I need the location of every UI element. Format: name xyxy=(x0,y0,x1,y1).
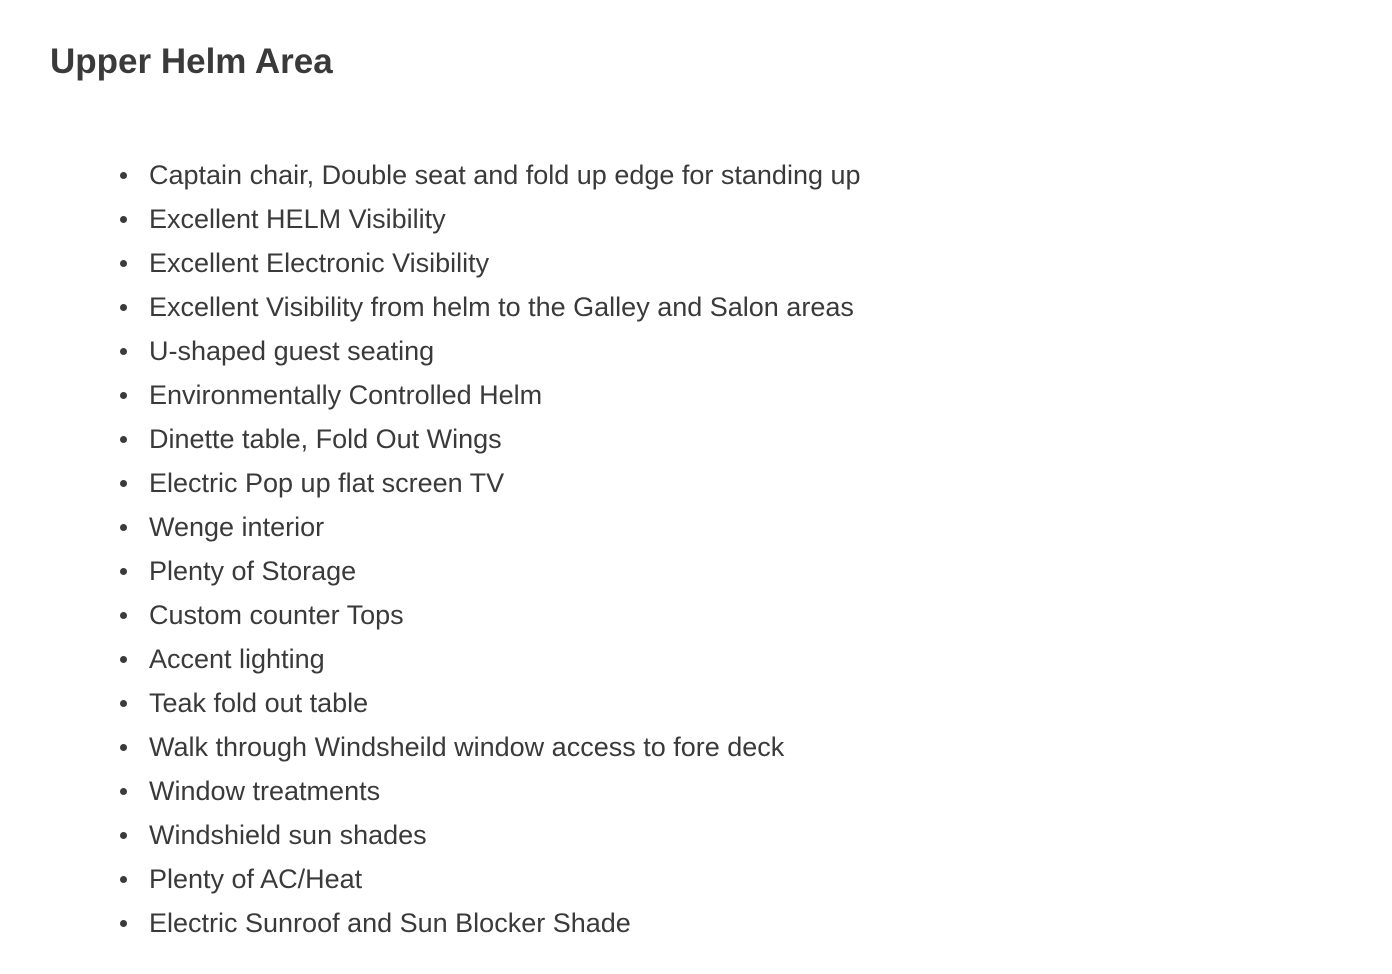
list-item-text: Environmentally Controlled Helm xyxy=(149,380,543,410)
list-item xyxy=(118,769,861,813)
list-item xyxy=(118,681,861,725)
bullet-icon xyxy=(120,304,127,311)
list-item xyxy=(118,637,861,681)
list-item xyxy=(118,549,861,593)
list-item-text: Window treatments xyxy=(149,776,381,806)
bullet-icon xyxy=(120,568,127,575)
bullet-icon xyxy=(120,436,127,443)
bullet-icon xyxy=(120,612,127,619)
list-item xyxy=(118,197,861,241)
list-item xyxy=(118,285,861,329)
bullet-icon xyxy=(120,876,127,883)
list-item xyxy=(118,373,861,417)
bullet-icon xyxy=(120,656,127,663)
list-item xyxy=(118,417,861,461)
list-item xyxy=(118,857,861,901)
bullet-icon xyxy=(120,524,127,531)
list-item-text: Captain chair, Double seat and fold up edge for standing up xyxy=(149,160,861,190)
bullet-icon xyxy=(120,832,127,839)
bullet-icon xyxy=(120,920,127,927)
bullet-icon xyxy=(120,216,127,223)
list-item xyxy=(118,461,861,505)
list-item-text: Wenge interior xyxy=(149,512,325,542)
list-item xyxy=(118,813,861,857)
list-item xyxy=(118,329,861,373)
bullet-icon xyxy=(120,744,127,751)
list-item-text: Plenty of Storage xyxy=(149,556,357,586)
list-item-text: Excellent HELM Visibility xyxy=(149,204,446,234)
list-item xyxy=(118,725,861,769)
list-item-text: Electric Pop up flat screen TV xyxy=(149,468,505,498)
list-item-text: Custom counter Tops xyxy=(149,600,404,630)
list-item-text: Teak fold out table xyxy=(149,688,369,718)
list-item xyxy=(118,593,861,637)
bullet-icon xyxy=(120,348,127,355)
list-item-text: Plenty of AC/Heat xyxy=(149,864,363,894)
bullet-icon xyxy=(120,392,127,399)
list-item xyxy=(118,153,861,197)
bullet-icon xyxy=(120,172,127,179)
list-item-text: U-shaped guest seating xyxy=(149,336,435,366)
list-item-text: Excellent Electronic Visibility xyxy=(149,248,490,278)
section-title: Upper Helm Area xyxy=(50,42,333,81)
list-item-text: Walk through Windsheild window access to fore deck xyxy=(149,732,785,762)
list-item-text: Excellent Visibility from helm to the Galley and Salon areas xyxy=(149,292,854,322)
list-item xyxy=(118,241,861,285)
bullet-icon xyxy=(120,700,127,707)
feature-list xyxy=(118,153,861,945)
list-item-text: Accent lighting xyxy=(149,644,325,674)
bullet-icon xyxy=(120,260,127,267)
bullet-icon xyxy=(120,480,127,487)
list-item xyxy=(118,901,861,945)
list-item-text: Dinette table, Fold Out Wings xyxy=(149,424,502,454)
list-item xyxy=(118,505,861,549)
bullet-icon xyxy=(120,788,127,795)
list-item-text: Electric Sunroof and Sun Blocker Shade xyxy=(149,908,631,938)
list-item-text: Windshield sun shades xyxy=(149,820,427,850)
